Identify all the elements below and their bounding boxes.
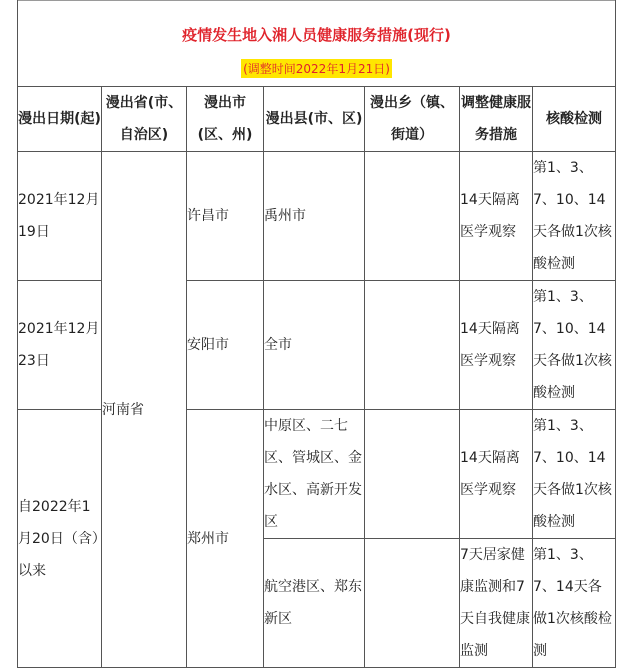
row-town bbox=[365, 281, 460, 410]
header-town: 漫出乡（镇、街道） bbox=[365, 87, 460, 152]
header-row bbox=[18, 87, 616, 152]
row-county: 航空港区、郑东新区 bbox=[264, 539, 365, 668]
row-city: 郑州市 bbox=[187, 410, 264, 668]
row-city: 许昌市 bbox=[187, 152, 264, 281]
health-measures-table bbox=[17, 86, 616, 668]
row-measure: 14天隔离医学观察 bbox=[460, 152, 533, 281]
row-test: 第1、3、7、10、14天各做1次核酸检测 bbox=[533, 410, 616, 539]
adjustment-date: (调整时间2022年1月21日) bbox=[241, 59, 392, 78]
row-date: 自2022年1月20日（含）以来 bbox=[18, 410, 102, 668]
province-cell: 河南省 bbox=[102, 152, 187, 668]
header-province: 漫出省(市、自治区) bbox=[102, 87, 187, 152]
header-date: 漫出日期(起) bbox=[18, 87, 102, 152]
row-measure: 14天隔离医学观察 bbox=[460, 281, 533, 410]
row-test: 第1、3、7、10、14天各做1次核酸检测 bbox=[533, 152, 616, 281]
row-town bbox=[365, 152, 460, 281]
row-measure: 14天隔离医学观察 bbox=[460, 410, 533, 539]
header-county: 漫出县(市、区) bbox=[264, 87, 365, 152]
row-test: 第1、3、7、10、14天各做1次核酸检测 bbox=[533, 281, 616, 410]
row-town bbox=[365, 539, 460, 668]
row-date: 2021年12月23日 bbox=[18, 281, 102, 410]
row-measure: 7天居家健康监测和7天自我健康监测 bbox=[460, 539, 533, 668]
row-city: 安阳市 bbox=[187, 281, 264, 410]
row-county: 禹州市 bbox=[264, 152, 365, 281]
row-test: 第1、3、7、14天各做1次核酸检测 bbox=[533, 539, 616, 668]
table-title: 疫情发生地入湘人员健康服务措施(现行) bbox=[182, 26, 451, 44]
row-county: 全市 bbox=[264, 281, 365, 410]
row-county: 中原区、二七区、管城区、金水区、高新开发区 bbox=[264, 410, 365, 539]
title-box bbox=[17, 0, 616, 87]
row-date: 2021年12月19日 bbox=[18, 152, 102, 281]
table-row bbox=[18, 152, 616, 281]
header-measure: 调整健康服务措施 bbox=[460, 87, 533, 152]
header-city: 漫出市(区、州) bbox=[187, 87, 264, 152]
row-town bbox=[365, 410, 460, 539]
header-test: 核酸检测 bbox=[533, 87, 616, 152]
